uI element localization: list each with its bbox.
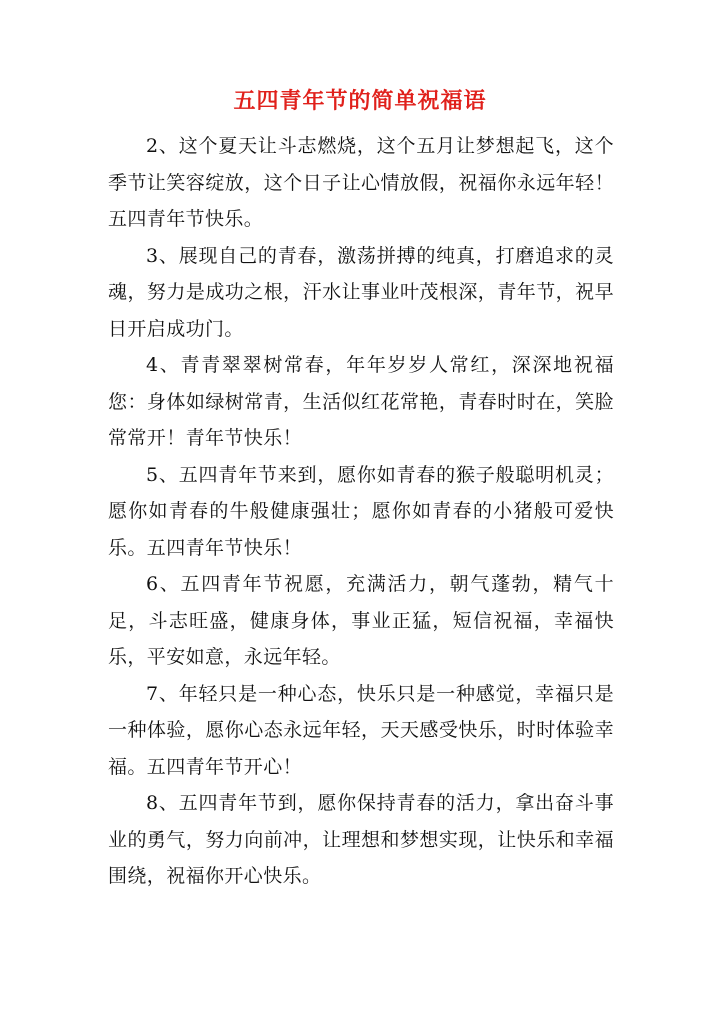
paragraph-8: 8、五四青年节到，愿你保持青春的活力，拿出奋斗事业的勇气，努力向前冲，让理想和梦想实现，让快乐和幸福围绕，祝福你开心快乐。 [108,792,614,887]
paragraph-3: 3、展现自己的青春，激荡拼搏的纯真，打磨追求的灵魂，努力是成功之根，汗水让事业叶茂根深，青年节，祝早日开启成功门。 [108,244,614,340]
paragraph-4: 4、青青翠翠树常春，年年岁岁人常红，深深地祝福您：身体如绿树常青，生活似红花常艳，青春时时在，笑脸常常开！青年节快乐！ [108,354,614,449]
paragraph-5: 5、五四青年节来到，愿你如青春的猴子般聪明机灵；愿你如青春的牛般健康强壮；愿你如青春的小猪般可爱快乐。五四青年节快乐！ [108,463,614,559]
paragraph-7: 7、年轻只是一种心态，快乐只是一种感觉，幸福只是一种体验，愿你心态永远年轻，天天感受快乐，时时体验幸福。五四青年节开心！ [108,682,614,778]
paragraph-6: 6、五四青年节祝愿，充满活力，朝气蓬勃，精气十足，斗志旺盛，健康身体，事业正猛，短信祝福，幸福快乐，平安如意，永远年轻。 [108,573,614,668]
paragraph-2: 2、这个夏天让斗志燃烧，这个五月让梦想起飞，这个季节让笑容绽放，这个日子让心情放假，祝福你永远年轻！五四青年节快乐。 [108,135,614,230]
document-body [108,128,614,895]
document-title: 五四青年节的简单祝福语 [233,88,487,114]
